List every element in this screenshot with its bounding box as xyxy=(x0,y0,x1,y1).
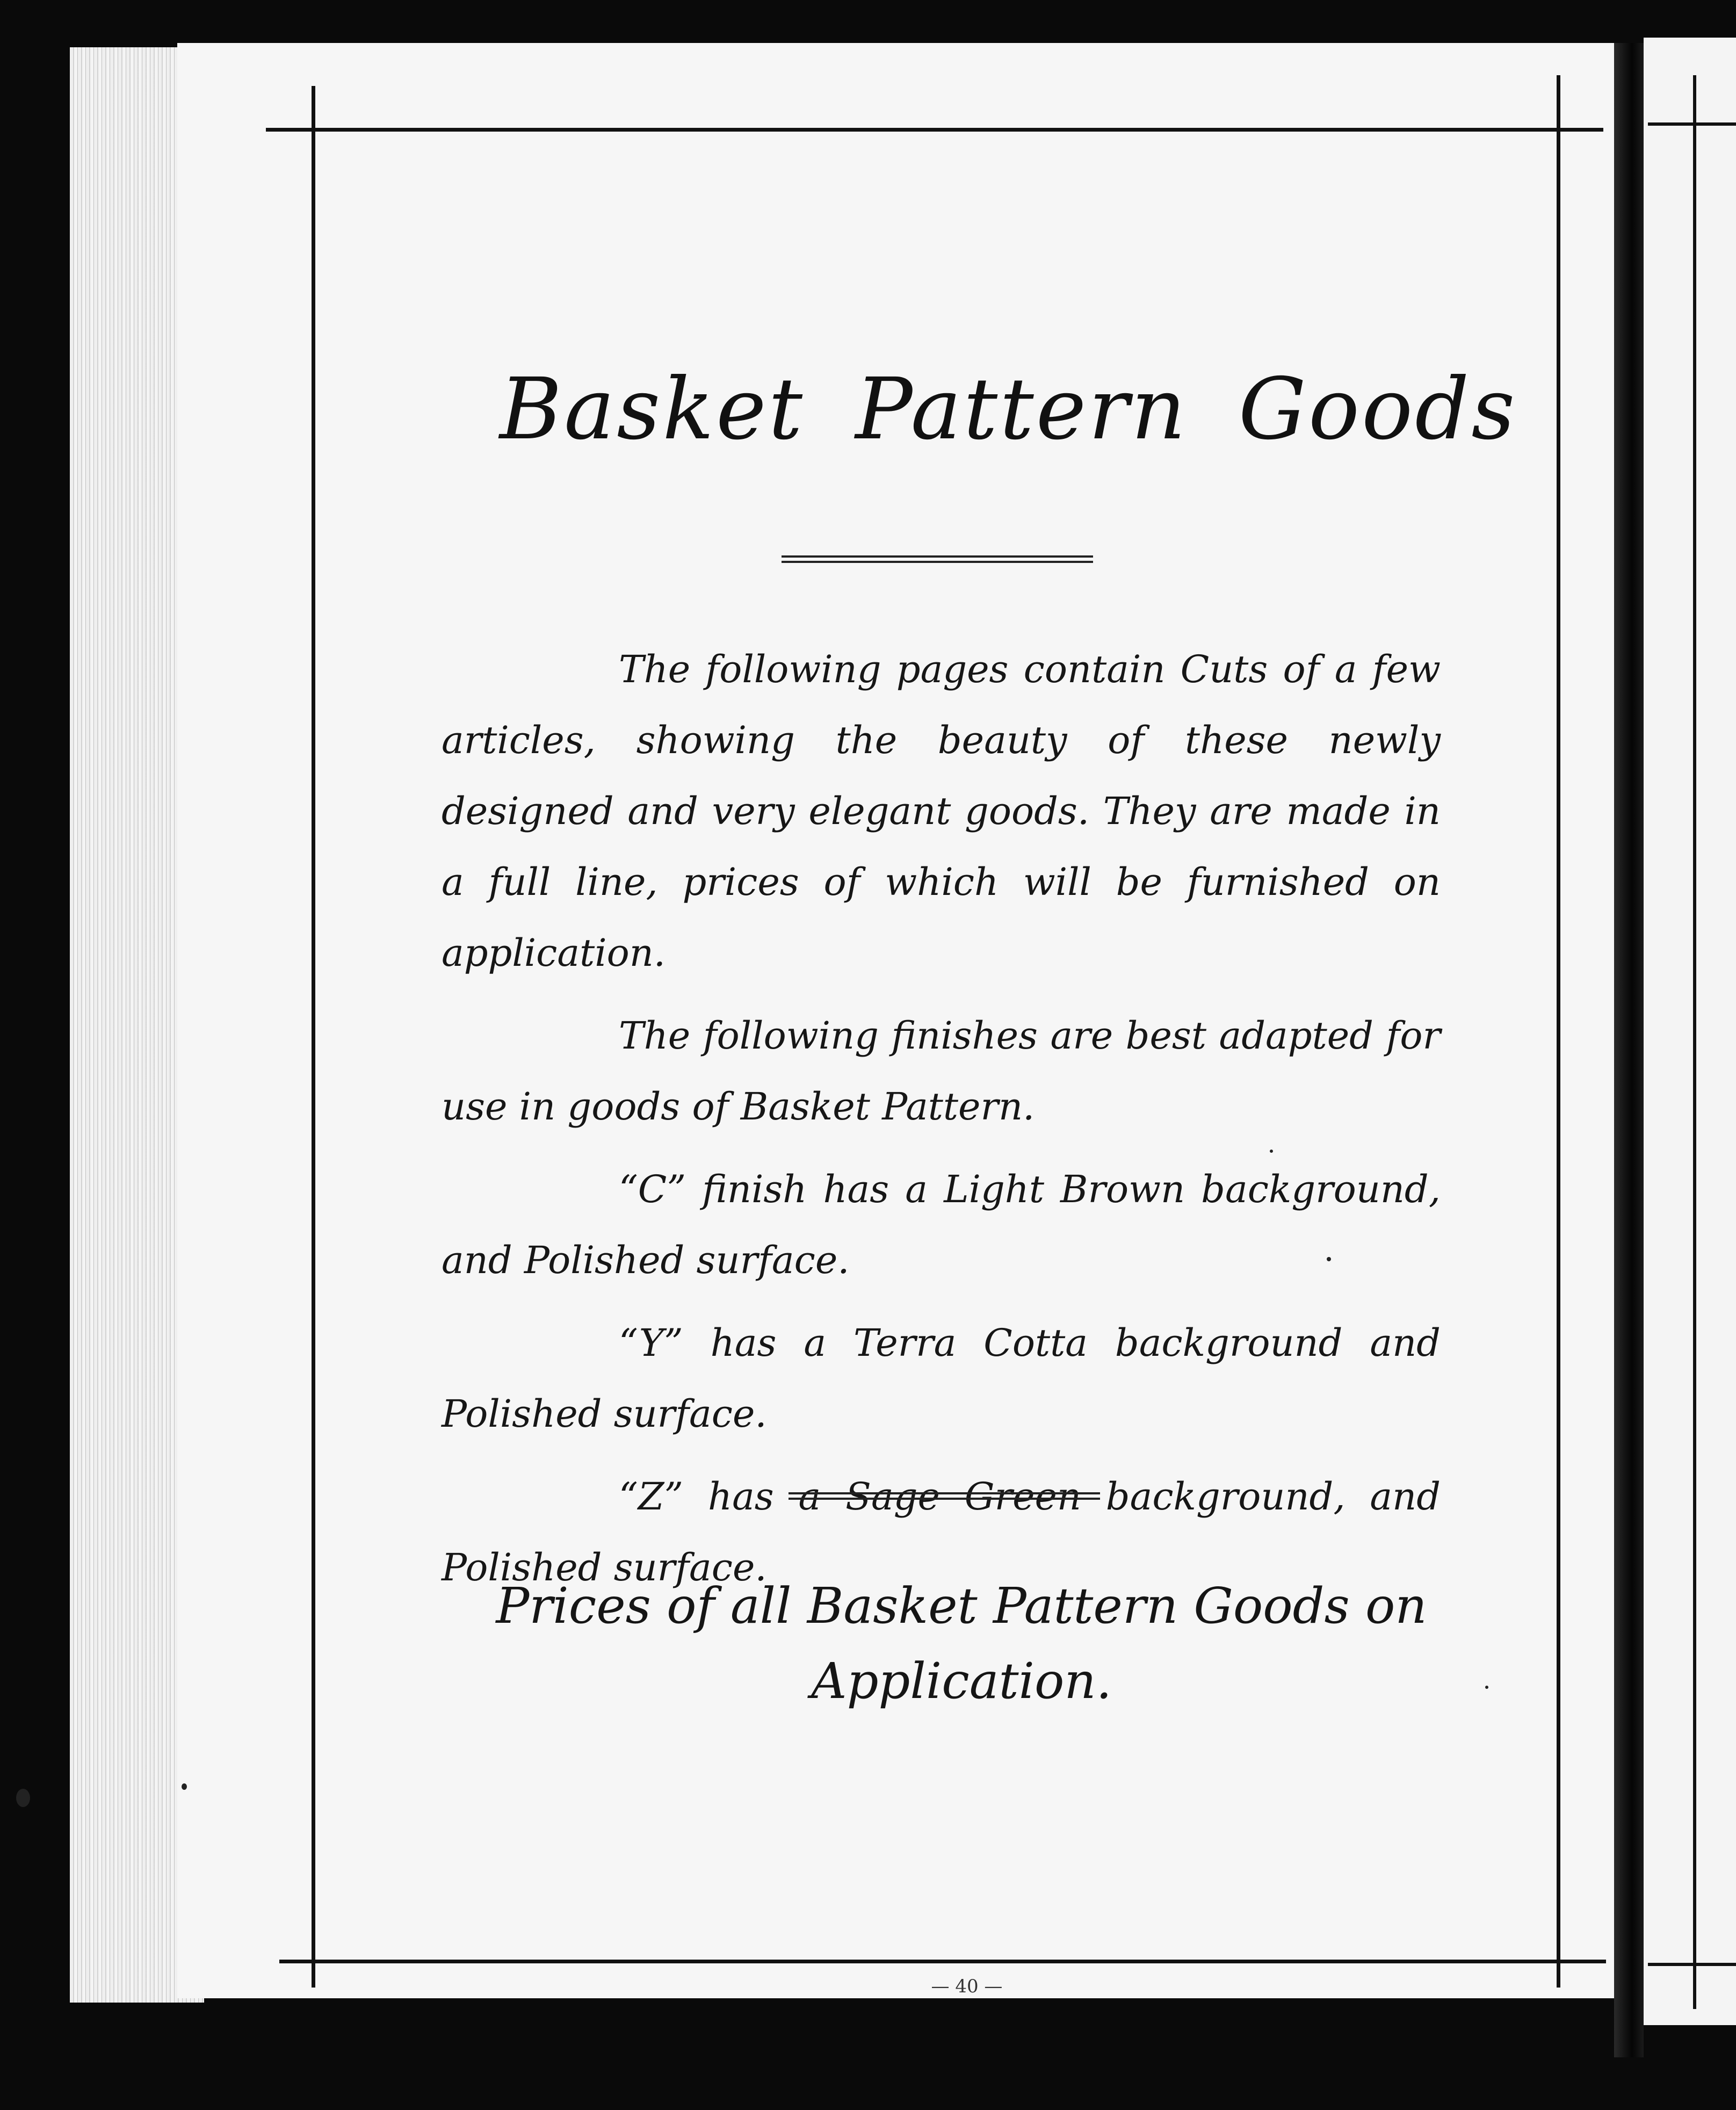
paragraph-finishes: The following finishes are best adapted for use in goods of Basket Pattern. xyxy=(442,1014,1441,1129)
page-number: — 40 — xyxy=(931,1976,1003,1997)
paragraph-finish-z: “Z” has a Sage Green background, and Polished surface. xyxy=(442,1475,1441,1589)
top-border-rule xyxy=(266,128,1603,132)
scan-speck xyxy=(1270,1150,1273,1153)
book-gutter xyxy=(1614,43,1644,2057)
closing-line-1: Prices of all Basket Pattern Goods on xyxy=(496,1577,1427,1635)
closing-statement xyxy=(446,1569,1477,1719)
facing-page-edge xyxy=(1644,38,1736,2025)
body-text xyxy=(442,634,1441,1615)
scan-speck xyxy=(16,1789,30,1807)
facing-page-vertical-rule xyxy=(1693,75,1696,2009)
bottom-border-rule xyxy=(279,1960,1606,1963)
left-border-rule xyxy=(312,86,315,1988)
page-title: Basket Pattern Goods xyxy=(500,360,1517,459)
scan-speck xyxy=(1327,1257,1331,1261)
title-double-rule xyxy=(782,555,1093,563)
facing-page-bottom-rule xyxy=(1648,1963,1736,1966)
paragraph-finish-y: “Y” has a Terra Cotta background and Polished surface. xyxy=(442,1321,1441,1436)
right-border-rule xyxy=(1557,75,1560,1988)
closing-line-2: Application. xyxy=(811,1652,1112,1710)
scan-speck xyxy=(182,1783,187,1790)
paragraph-finish-c: “C” finish has a Light Brown background, and Polished surface. xyxy=(442,1167,1441,1282)
facing-page-top-rule xyxy=(1648,122,1736,126)
closing-double-rule xyxy=(789,1492,1100,1500)
paragraph-intro: The following pages contain Cuts of a few articles, showing the beauty of these newly designed and very elegant goods. They are made in a full line, prices of which will be furnished on application. xyxy=(442,647,1441,975)
scan-speck xyxy=(1485,1686,1488,1689)
